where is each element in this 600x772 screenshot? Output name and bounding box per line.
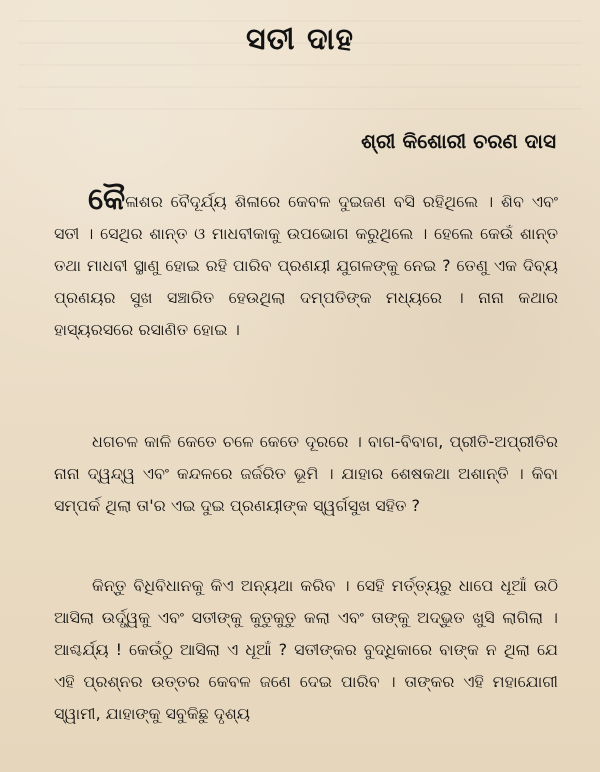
paragraph-2	[54, 426, 558, 522]
article-title: ସତୀ ଦାହ	[246, 22, 354, 57]
paragraph-2-text: ଧଗଚଳ କାଳି କେତେ ଚଳେ କେତେ ଦୂରରେ । ବାଗ-ବିବାଗ, ପ୍ରୀତି-ଅପ୍ରୀତିର ନାନା ଦ୍ୱନ୍ଦ୍ୱ ଏବଂ କନ୍ଦଳରେ ଜର୍ଜରିତ ଭୂମି । ଯାହାର ଶେଷକଥା ଅଶାନ୍ତି । କିବା ସମ୍ପର୍କ ଥିଲା ତା'ର ଏଇ ଦୁଇ ପ୍ରଣୟୀଙ୍କ ସ୍ୱର୍ଗସୁଖ ସହିତ ?	[54, 432, 558, 515]
paragraph-3	[54, 570, 558, 730]
paragraph-1	[54, 182, 558, 346]
article-author: ଶ୍ରୀ କିଶୋରୀ ଚରଣ ଦାସ	[361, 129, 556, 153]
bleed-through-texture	[18, 0, 582, 120]
paragraph-1-text: ଳାଶର ବୈଦୂର୍ଯ୍ୟ ଶିଳାରେ କେବଳ ଦୁଇଜଣ ବସି ରହିଥିଲେ । ଶିବ ଏବଂ ସତୀ । ସେଥିର ଶାନ୍ତ ଓ ମାଧବୀକାକୁ ଉପଭୋଗ କରୁଥିଲେ । ହେଲେ କେଉଁ ଶାନ୍ତ ତଥା ମାଧବୀ ସ୍ଥାଣୁ ହୋଇ ରହି ପାରିବ ପ୍ରଣୟୀ ଯୁଗଳଙ୍କୁ ନେଇ ? ତେଣୁ ଏକ ଦିବ୍ୟ ପ୍ରଣୟର ସୁଖ ସଞ୍ଚାରିତ ହେଉଥିଲା ଦମ୍ପତିଙ୍କ ମଧ୍ୟରେ । ନାନା କଥାର ହାସ୍ୟରସରେ ରସାଣିତ ହୋଇ ।	[54, 192, 558, 339]
paragraph-3-text: କିନ୍ତୁ ବିଧିବିଧାନକୁ କିଏ ଅନ୍ୟଥା କରିବ । ସେହି ମର୍ତ୍ତ୍ୟରୁ ଧାପେ ଧୂଆଁ ଉଠି ଆସିଲା ଉର୍ଦ୍ଧ୍ୱକୁ ଏବଂ ସତୀଙ୍କୁ କୁତୁକୁତୁ କଲା ଏବଂ ତାଙ୍କୁ ଅଦ୍ଭୁତ ଖୁସି ଲାଗିଲା । ଆଶ୍ଚର୍ଯ୍ୟ ! କେଉଁଠୁ ଆସିଲା ଏ ଧୂଆଁ ? ସତୀଙ୍କର ବୁଦ୍ଧିକାରେ ବାଙ୍କ ନ ଥିଲା ଯେ ଏହି ପ୍ରଶ୍ନର ଉତ୍ତର କେବଳ ଜଣେ ଦେଇ ପାରିବ । ତାଙ୍କର ଏହି ମହାଯୋଗୀ ସ୍ୱାମୀ, ଯାହାଙ୍କୁ ସବୁକିଛୁ ଦୃଶ୍ୟ	[54, 576, 558, 723]
drop-cap: କୈ	[88, 182, 126, 217]
